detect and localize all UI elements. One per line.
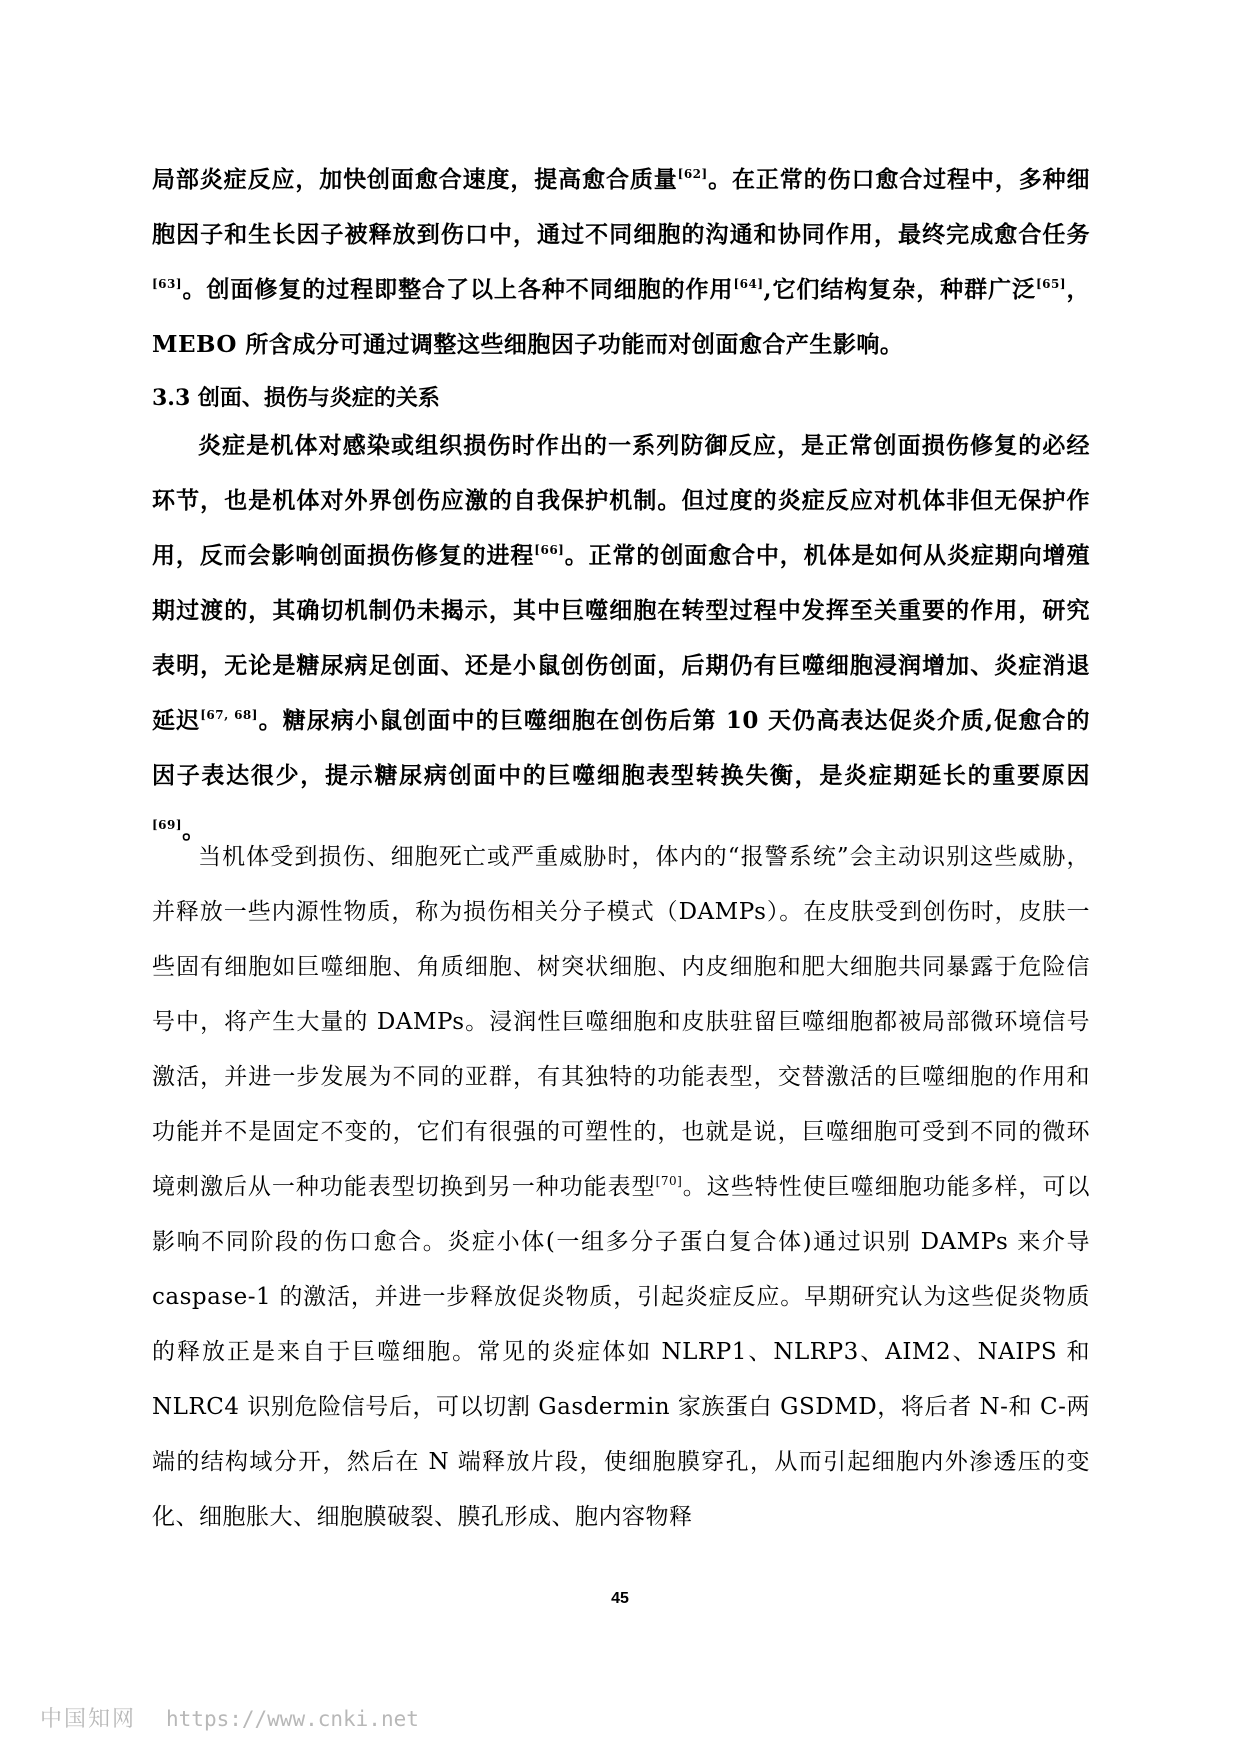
citation-70[interactable]: [70] [655, 1174, 683, 1188]
citation-62[interactable]: [62] [677, 167, 708, 181]
citation-69[interactable]: [69] [152, 818, 183, 832]
text-run: 局部炎症反应，加快创面愈合速度，提高愈合质量 [152, 166, 678, 193]
watermark-url[interactable]: https://www.cnki.net [166, 1707, 419, 1731]
citation-64[interactable]: [64] [733, 277, 764, 291]
text-run: ,它们结构复杂，种群广泛 [763, 276, 1036, 303]
text-run: 。 [182, 817, 206, 844]
text-run: 。正常的创面愈合中，机体是如何从炎症期向增殖期过渡的，其确切机制仍未揭示，其中巨噬细胞在转型过程中发挥至关重要的作用，研究表明，无论是糖尿病足创面、还是小鼠创伤创面，后期仍有巨噬细胞浸润增加、炎症消退延迟 [152, 542, 1091, 734]
text-run: ，MEBO 所含成分可通过调整这些细胞因子功能而对创面愈合产生影响。 [152, 276, 1091, 358]
text-run: 。糖尿病小鼠创面中的巨噬细胞在创伤后第 10 天仍高表达促炎介质,促愈合的因子表达很少，提示糖尿病创面中的巨噬细胞表型转换失衡，是炎症期延长的重要原因 [152, 707, 1091, 789]
citation-63[interactable]: [63] [152, 277, 183, 291]
watermark-brand: 中国知网 [40, 1707, 137, 1732]
paragraph-3 [152, 830, 1090, 1545]
citation-67-68[interactable]: [67, 68] [200, 708, 258, 722]
page-number: 45 [611, 1590, 629, 1607]
citation-65[interactable]: [65] [1036, 277, 1067, 291]
text-run: 。在正常的伤口愈合过程中，多种细胞因子和生长因子被释放到伤口中，通过不同细胞的沟通和协同作用，最终完成愈合任务 [152, 166, 1091, 248]
cnki-watermark [40, 1702, 419, 1736]
section-heading: 3.3 创面、损伤与炎症的关系 [152, 385, 440, 411]
text-run: 当机体受到损伤、细胞死亡或严重威胁时，体内的“报警系统”会主动识别这些威胁，并释放一些内源性物质，称为损伤相关分子模式（DAMPs）。在皮肤受到创伤时，皮肤一些固有细胞如巨噬细胞、角质细胞、树突状细胞、内皮细胞和肥大细胞共同暴露于危险信号中，将产生大量的 DAMPs。浸润性巨噬细胞和皮肤驻留巨噬细胞都被局部微环境信号激活，并进一步发展为不同的亚群，有其独特的功能表型，交替激活的巨噬细胞的作用和功能并不是固定不变的，它们有很强的可塑性的，也就是说，巨噬细胞可受到不同的微环境刺激后从一种功能表型切换到另一种功能表型 [152, 844, 1090, 1200]
text-run: 炎症是机体对感染或组织损伤时作出的一系列防御反应，是正常创面损伤修复的必经环节，也是机体对外界创伤应激的自我保护机制。但过度的炎症反应对机体非但无保护作用，反而会影响创面损伤修复的进程 [152, 432, 1090, 569]
paragraph-2 [152, 418, 1090, 858]
text-run: 。创面修复的过程即整合了以上各种不同细胞的作用 [182, 276, 734, 303]
citation-66[interactable]: [66] [534, 543, 565, 557]
paragraph-1 [152, 152, 1090, 372]
text-run: 。这些特性使巨噬细胞功能多样，可以影响不同阶段的伤口愈合。炎症小体(一组多分子蛋白复合体)通过识别 DAMPs 来介导 caspase-1 的激活，并进一步释放促炎物质，引起炎症反应。早期研究认为这些促炎物质的释放正是来自于巨噬细胞。常见的炎症体如 NLRP1、NLRP3、AIM2、NAIPS 和 NLRC4 识别危险信号后，可以切割 Gasdermin 家族蛋白 GSDMD，将后者 N-和 C-两端的结构域分开，然后在 N 端释放片段，使细胞膜穿孔，从而引起细胞内外渗透压的变化、细胞胀大、细胞膜破裂、膜孔形成、胞内容物释 [152, 1174, 1091, 1530]
